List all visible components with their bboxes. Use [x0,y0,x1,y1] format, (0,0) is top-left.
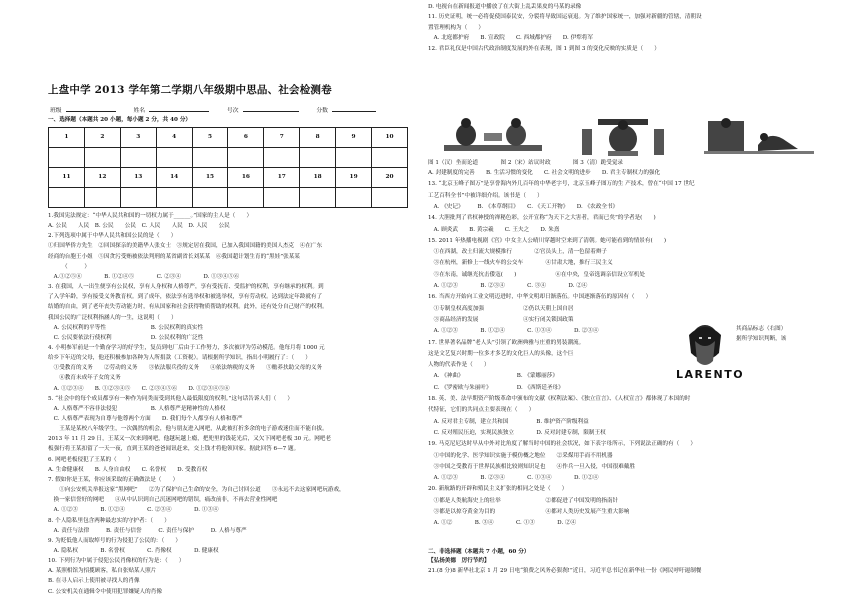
question-line: ③在杭州，新修上一线火车的公交车 ④甘肃大地，推行三民主义 [428,260,613,267]
answer-blank-cell[interactable] [49,148,85,168]
question-line: C. 公民要依法行使权利 D. 公民权利的广泛性 [48,334,204,341]
question-line: ①中国的化学、医学知识实施于模仿概之地位 ②采煤用手而不用机器 [428,452,613,459]
question-line: D. 电视台在新闻报道中播放了在大街上乱丢果皮的马某的录像 [428,4,582,10]
question-line: 15. 2011 年热播电视剧《宫》中女主人公晴川穿越时空来到了清朝。她可能看到的情景有( ) [428,237,667,244]
figure3-image [698,115,818,157]
answer-number-cell: 1 [49,128,85,148]
answer-number-cell: 4 [156,128,192,148]
answer-number-cell: 12 [84,168,120,188]
question-line: C. 公安机关在通辑令中使用犯罪嫌疑人的肖像 [48,588,162,595]
seat-field[interactable] [243,105,299,112]
answer-blank-cell[interactable] [264,188,300,208]
answer-number-cell: 2 [84,128,120,148]
question-line: 11. 历史证明，统一必将促使国泰民安，分裂将导致国运衰退。为了维护国家统一，加强对新疆的管辖，清朝设 [428,14,702,21]
question-line: ③都是以掠夺黄金为目的 ④都对人类历史发展产生重大影响 [428,509,630,515]
answer-blank-cell[interactable] [49,188,85,208]
answer-blank-cell[interactable] [372,188,408,208]
section2-subheading: 【弘扬美德 厉行节约】 [428,558,490,564]
question-line: 10. 下列行为中属于侵犯公民肖像权的行为是：（ ） [48,558,185,565]
question-line: 工艺百科全书”中被详细介绍。该书是（ ） [428,192,543,199]
question-line: A. 责任与法律 B. 责任与信誉 C. 责任与保护 D. 人格与尊严 [48,527,247,534]
question-line: A.①②⑤⑥ B. ①②④⑤ C. ②③④ D. ①③④⑤⑥ [48,273,240,280]
answer-blank-cell[interactable] [156,148,192,168]
question-line: 给乡下年迈的父母，他还积极参加各种为人所捐款（工资税）。请根据所学知识，指出小明履行了：（ ） [48,355,311,362]
question-line: 18. 英、美、法早期资产阶级革命中颁布的文献《权利法案》、《独立宣言》、《人权宣言》都体现了本国的时 [428,396,691,402]
question-line: A. 公民 人民 B. 公民 公民 C. 人民 人民 D. 人民 公民 [48,223,230,230]
answer-table [48,127,408,208]
question-line: 6. 网吧老板侵犯了王某的（ ） [48,456,134,463]
exam-title: 上盘中学 2013 学年第二学期八年级期中思品、社会检测卷 [48,84,332,96]
question-line: ①在西湖，改土归流大规模推行 ②官员头上，清一色留着辫子 [428,249,608,256]
question-line: 了入学年龄，享有接受义务教育权。到了成年，依法享有选举权和被选举权，享有劳动权。达到法定年龄就有了 [48,294,323,301]
question-line: A. 人格尊严不容非法侵犯 B. 人格尊严是精神性的人格权 [48,405,226,412]
q17-side-line1: 其商品标志（右图） [736,326,787,332]
question-line: 2013 年 11 月 29 日，王某又一次来到网吧，他越玩越上瘾，把兜里的钱花光后，又欠下网吧老板 30 元。网吧老 [48,436,331,443]
answer-blank-cell[interactable] [336,148,372,168]
answer-number-cell: 14 [156,168,192,188]
answer-number-cell: 15 [192,168,228,188]
question-line: 9. 为贬低他人而取绰号的行为侵犯了公民的：（ ） [48,537,181,544]
question-line: B. 在寻人启示上使用被寻找人的肖像 [48,578,140,585]
question-line: ⑤在东南，诚继光抗击倭寇( ) ⑥在中央，皇帝选调亲信设立军机处 [428,271,645,278]
question-line: 代特征，它们的共同点主要表现在（ ） [428,407,535,414]
question-line: 王某是某校八年级学生，一次偶然的机会，他与朋友进入网吧，从此被打折多余的电子游戏迷住而不能自拔。 [48,426,328,433]
figure1-image [438,115,548,157]
answer-table-row [49,188,408,208]
question-line: A. 封建制度的完善 B. 生活习惯的变化 C. 社会文明的进步 D. 君主专制权力的强化 [428,170,661,176]
question-line: A. ①②③ B. ②③④ C. ③④ D. ②④ [428,283,588,289]
question-line: 13. “北京玉峰子图万”是享誉海内外几百年的中华老字号，北京玉峰子图万的生 产技术，曾在“中国 17 世纪 [428,181,695,188]
answer-number-cell: 13 [120,168,156,188]
question-line: A. ①② B. ③④ C. ①③ D. ②④ [428,520,577,527]
question-line: 经商的台胞王小姐 ⑤因贪污受贿被依法判刑的某省副省长刘某某 ⑥我国超计划生育的“黑娃”张某某 [48,253,300,260]
question-line: ③中国之受教育于世界民族相比较则知识足也 ④作兵一旦入侵，中国很难戴胜 [428,463,635,470]
answer-blank-cell[interactable] [264,148,300,168]
question-line: 1.我国宪法规定：“中华人民共和国的一切权力属于______。”国家的主人是（ ） [48,213,253,219]
score-label: 分数 [316,108,328,114]
question-line: C. 反对殖民压迫，实现民族独立 D. 反对封建专制，限制王权 [428,429,606,436]
answer-table-row [49,168,408,188]
question-line: 17. 世界著名品牌“老人头”引领了欧洲典雅与庄重的男装潮流。 [428,339,585,346]
question-line: A. ①②③ B. ①②④ C. ②③④ D. ①③④ [48,507,219,514]
question-line: A. 公民权利的平等性 B. 公民权利的真实性 [48,324,204,331]
question-line: A. 反对君主专制，建立共和国 B. 维护资产阶级利益 [428,418,589,425]
answer-table-row [49,148,408,168]
figure-captions: 图 1（汉）坐而论道 图 2（宋）站议时政 图 3（清）跪受觉录 [428,160,624,166]
question-line: A. 顾炎武 B. 黄宗羲 C. 王夫之 D. 朱熹 [428,226,560,233]
answer-blank-cell[interactable] [120,148,156,168]
answer-blank-cell[interactable] [84,148,120,168]
answer-blank-cell[interactable] [120,188,156,208]
answer-number-cell: 16 [228,168,264,188]
question-line: ①受教育的义务 ②劳动的义务 ③依法服兵役的义务 ④依法纳税的义务 ⑤赡养扶助父母的义务 [48,365,323,372]
question-line: A. 《神曲》 B. 《蒙娜丽莎》 [428,373,558,380]
figure2-image [568,115,678,157]
question-line: 这是文艺复兴时期一位多才多艺的文化巨人的头像，这个巨 [428,350,574,357]
question-line: ⑥教育未成年子女的义务 [48,375,121,382]
question-line: 人物的代表作是（ ） [428,362,490,369]
answer-number-cell: 17 [264,168,300,188]
answer-table-row [49,128,408,148]
question-line: C. 人格尊严表现为自尊与他尊两个方面 D. 我们每个人都享有人格和尊严 [48,416,243,422]
question-line: A. 隐私权 B. 名誉权 C. 肖像权 D. 健康权 [48,547,219,554]
question-line: C. 《罗密欧与朱丽叶》 D. 《西斯廷圣母》 [428,384,564,391]
answer-blank-cell[interactable] [192,188,228,208]
q17-side-line2: 据所学知识判断，该 [736,336,787,342]
question-line: A. 北庭都护府 B. 宣政院 C. 西域都护府 D. 伊犁将军 [428,35,593,42]
section2-heading: 二、非选择题（本题共 7 小题，60 分） [428,549,530,555]
answer-blank-cell[interactable] [300,188,336,208]
question-line: 5. “社会中的每个成员都享有一种作为同类而受到其他人最低限度的权利。”这句话告诉人们（ ） [48,395,293,402]
question-line: 8. 个人隐私里包含两种最忠实的守护者：（ ） [48,517,170,524]
student-info-row [50,105,380,116]
answer-number-cell: 9 [336,128,372,148]
answer-number-cell: 20 [372,168,408,188]
answer-blank-cell[interactable] [228,148,264,168]
answer-blank-cell[interactable] [192,148,228,168]
question-line: 12. 君臣礼仪是中国古代政治制度发展的外在表现，图 1 到图 3 的变化反映的实质是（ ） [428,45,660,52]
question-line: 置管理机构为（ ） [428,24,484,31]
question-line: A. 某照相馆为招揽顾客，私自张贴某人照片 [48,568,157,575]
answer-number-cell: 3 [120,128,156,148]
question-line: 20. 新航路的开辟和殖民主义扩张的相同之处是（ ） [428,486,568,493]
answer-number-cell: 18 [300,168,336,188]
question-line: ③商品经济的发展 ④实行闭关锁国政策 [428,316,574,323]
question-21: 21.(8 分)8 新华社北京 1 月 29 日电“狼费之风务必狠刹!”近日，习近平总书记在新华社一份《网民呼吁遏制餐 [428,568,702,574]
answer-blank-cell[interactable] [372,148,408,168]
question-line: 19. 马克尼尼达时早从中外对比角度了解当时中国的社会状况，如下表字母所示，下列说法正确的有（ ） [428,441,696,448]
larento-logo-text: LARENTO [676,368,745,381]
question-line: A. ①②③ B. ①②④ C. ①③④ D. ②③④ [428,328,599,335]
question-line: ①专制皇权高度加强 ②仍以天朝上国自居 [428,305,574,312]
question-line: A. 《史记》 B. 《本草纲目》 C. 《天工开物》 D. 《农政全书》 [428,203,619,210]
answer-number-cell: 5 [192,128,228,148]
question-line: （ ） [48,263,90,270]
question-line: 2.下列选项中属于中华人民共和国公民的是（ ） [48,233,177,240]
answer-blank-cell[interactable] [84,188,120,208]
section1-heading: 一、选择题（本题共 20 小题，每小题 2 分，共 40 分） [48,117,192,123]
question-line: A. 生命健康权 B. 人身自由权 C. 名誉权 D. 受教育权 [48,466,208,473]
question-line: ①归国华侨方先生 ②回国探亲的美籍华人张女士 ③规定居在我国，已加入我国国籍的美国人杰克 ④在广东 [48,243,323,250]
question-line: 16. 当西方开始向工业文明迈进时，中华文明却日渐落伍。中国逐渐落伍的原因有（ ） [428,294,652,301]
answer-number-cell: 6 [228,128,264,148]
answer-blank-cell[interactable] [336,188,372,208]
name-field[interactable] [149,105,209,112]
question-line: 换一家信誉好的网吧 ④从中认识到自己沉迷网吧的错误，痛改前非，不再去营业性网吧 [48,497,278,504]
question-line: 我国公民的广泛权利指涵人的一生，这说明（ ） [48,314,177,321]
question-line: A. ①②③ B. ②③④ C. ①③④ D. ①②④ [428,475,599,482]
seat-label: 号次 [226,108,239,114]
answer-number-cell: 19 [336,168,372,188]
answer-blank-cell[interactable] [300,148,336,168]
answer-blank-cell[interactable] [228,188,264,208]
answer-blank-cell[interactable] [156,188,192,208]
question-line: 3. 在我国，人一出生便享有公民权，享有人身权和人格尊严，享有受抚育、受监护的权利，享有继承的权利。到 [48,284,324,291]
question-line: 板强行将王某扣留了一天一夜，直到王某的爸爸闻讯赶来，交上钱才将他领回家。据此回答 6—7 题。 [48,446,300,453]
class-label: 班级 [50,108,62,114]
question-line: 7. 假如你是王某，你应该采取的正确做法是（ ） [48,476,179,483]
question-line: 4. 小明参军前是一个勤奋学习的好学生，复员到电厂后由于工作努力，多次被评为劳动模范。他每月将 1000 元 [48,344,325,351]
answer-number-cell: 11 [49,168,85,188]
question-line: 14. 大胆批判了君权神授的禅秘色彩，公开宣称“为天下之大害者，君而已矣”的学者是( ) [428,215,656,222]
class-field[interactable] [66,105,116,112]
question-line: ①向公安机关举报这家“黑网吧” ②为了保护自己生命的安全，为自己讨回公道 ③永远不去这家网吧玩游戏， [48,487,345,494]
name-label: 姓名 [133,108,146,114]
figure-row [428,115,828,159]
answer-number-cell: 10 [372,128,408,148]
answer-number-cell: 8 [300,128,336,148]
question-line: A. ①②③④ B. ①②③④⑤ C. ②③④⑤⑥ D. ①②③④⑤⑥ [48,385,230,392]
answer-number-cell: 7 [264,128,300,148]
question-line: ①都是人类航海史上的壮举 ②都促进了中国发明的指南针 [428,497,619,504]
score-field[interactable] [332,105,376,112]
question-line: 结婚的自由，到了老年丧失劳动能力时，有从国家和社会获得物质帮助的权利。此外，还有处分自己财产的权利。 [48,304,328,311]
